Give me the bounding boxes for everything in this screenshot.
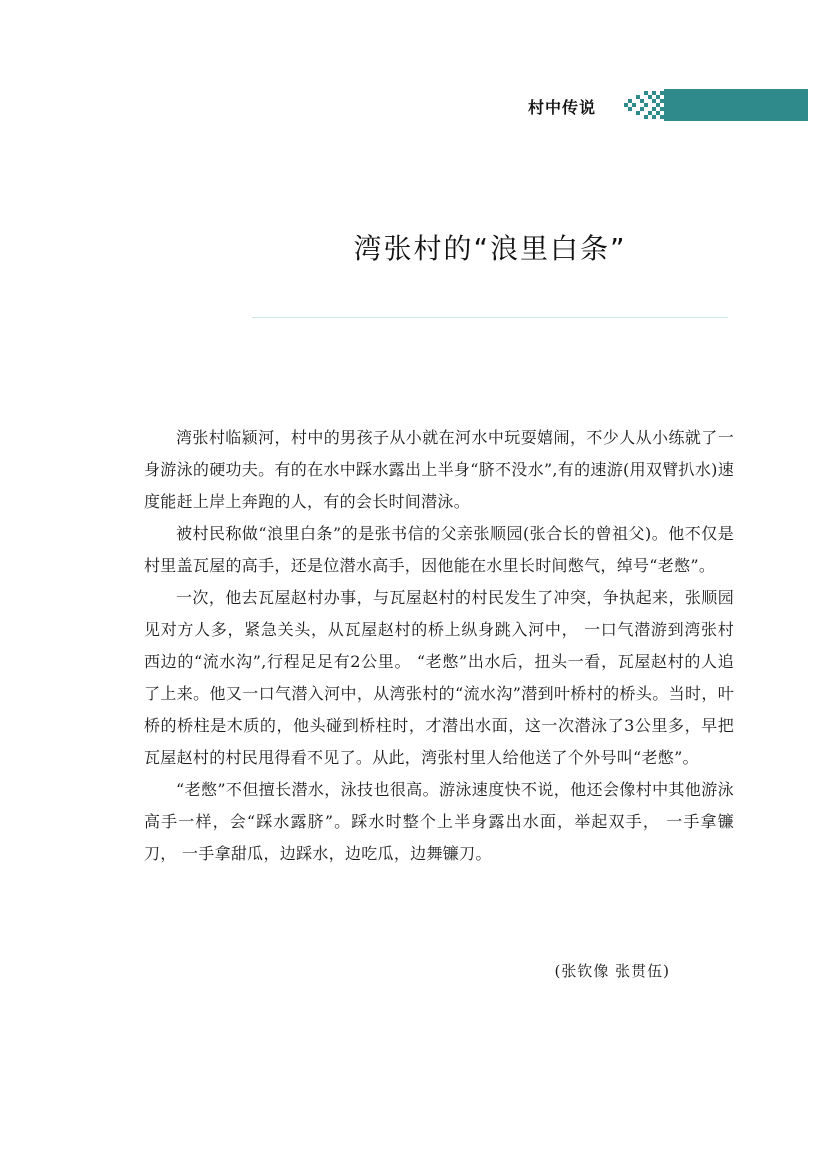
paragraph: “老憋”不但擅长潜水，泳技也很高。游泳速度快不说，他还会像村中其他游泳高手一样，会“踩水露脐”。踩水时整个上半身露出水面，举起双手， 一手拿镰刀， 一手拿甜瓜，边踩水，边吃瓜，边舞镰刀。 xyxy=(144,780,734,863)
article-title: 湾张村的“浪里白条” xyxy=(353,232,627,265)
checker-pattern xyxy=(624,91,664,119)
article-body xyxy=(144,422,734,870)
header-decoration xyxy=(624,89,808,121)
paragraph: 一次，他去瓦屋赵村办事，与瓦屋赵村的村民发生了冲突，争执起来，张顺园见对方人多，紧急关头，从瓦屋赵村的桥上纵身跳入河中， 一口气潜游到湾张村西边的“流水沟”,行程足足有2公里。 “老憋”出水后，扭头一看，瓦屋赵村的人追了上来。他又一口气潜入河中，从湾张村的“流水沟”潜到叶桥村的桥头。当时，叶桥的桥柱是木质的，他头碰到桥柱时，才潜出水面，这一次潜泳了3公里多，早把瓦屋赵村的村民甩得看不见了。从此，湾张村里人给他送了个外号叫“老憋”。 xyxy=(144,588,734,767)
title-divider xyxy=(252,317,728,318)
paragraph: 被村民称做“浪里白条”的是张书信的父亲张顺园(张合长的曾祖父)。他不仅是村里盖瓦屋的高手，还是位潜水高手，因他能在水里长时间憋气，绰号“老憋”。 xyxy=(144,524,734,575)
accent-bar xyxy=(664,89,808,121)
author-signature: (张钦像 张贯伍) xyxy=(554,962,670,980)
paragraph: 湾张村临颍河，村中的男孩子从小就在河水中玩耍嬉闹，不少人从小练就了一身游泳的硬功夫。有的在水中踩水露出上半身“脐不没水”,有的速游(用双臂扒水)速度能赶上岸上奔跑的人，有的会长时间潜泳。 xyxy=(144,428,734,511)
section-label: 村中传说 xyxy=(528,98,597,117)
